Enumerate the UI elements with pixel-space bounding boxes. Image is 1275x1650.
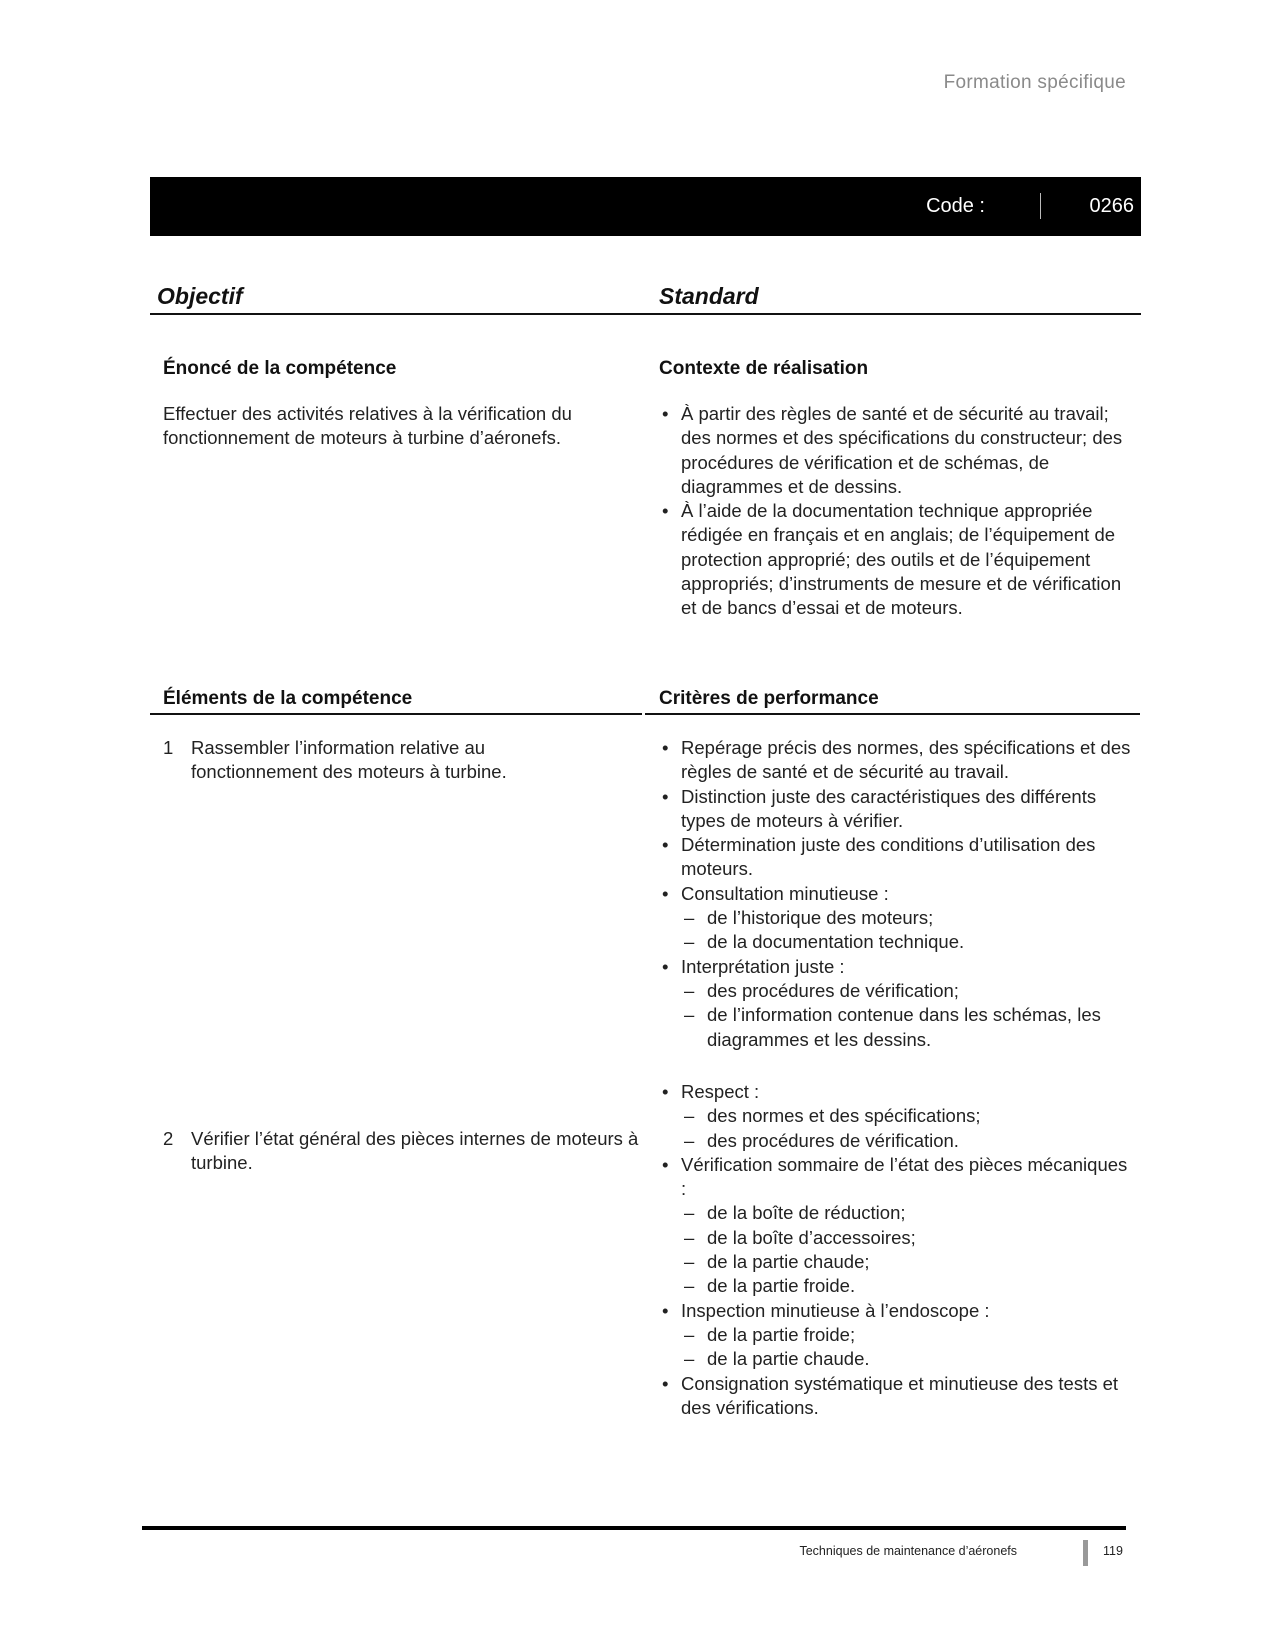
criteres-rule: [645, 713, 1140, 715]
section-header: Formation spécifique: [943, 72, 1126, 93]
criteria-list-1: [659, 736, 1134, 1052]
footer-title: Techniques de maintenance d’aéronefs: [799, 1544, 1017, 1558]
criterion-bullet: • Repérage précis des normes, des spécifications et des règles de santé et de sécurité au travail.: [659, 736, 1134, 785]
criterion-bullet: • Vérification sommaire de l’état des pièces mécaniques :: [659, 1153, 1129, 1202]
criterion-subitem: – de la partie froide;: [659, 1323, 1129, 1347]
element-text: Vérifier l’état général des pièces internes de moteurs à turbine.: [191, 1127, 639, 1173]
criterion-subitem: – des normes et des spécifications;: [659, 1104, 1129, 1128]
code-value: 0266: [1089, 195, 1134, 217]
enonce-heading: Énoncé de la compétence: [163, 358, 397, 379]
elements-heading: Éléments de la compétence: [163, 688, 413, 709]
criterion-subitem: – de la partie chaude;: [659, 1250, 1129, 1274]
elements-rule: [150, 713, 642, 715]
criterion-subitem: – de l’information contenue dans les schémas, les diagrammes et les dessins.: [659, 1003, 1134, 1052]
criterion-bullet: • Détermination juste des conditions d’utilisation des moteurs.: [659, 833, 1134, 882]
criteres-heading: Critères de performance: [659, 688, 879, 709]
criterion-subitem: – des procédures de vérification;: [659, 979, 1134, 1003]
element-1: [163, 736, 601, 785]
criterion-subitem: – de l’historique des moteurs;: [659, 906, 1134, 930]
footer-separator: [1083, 1540, 1088, 1566]
criterion-subitem: – de la partie chaude.: [659, 1347, 1129, 1371]
element-2: [163, 1127, 641, 1176]
element-number: 1: [163, 737, 174, 758]
heading-rule: [150, 313, 1141, 315]
contexte-bullet: • À partir des règles de santé et de sécurité au travail; des normes et des spécifications du constructeur; des procédures de vérification et de schémas, de diagrammes et de dessins.: [659, 402, 1129, 499]
criterion-bullet: • Consignation systématique et minutieuse des tests et des vérifications.: [659, 1372, 1129, 1421]
criterion-bullet: • Inspection minutieuse à l’endoscope :: [659, 1299, 1129, 1323]
standard-heading: Standard: [659, 283, 759, 309]
enonce-text: Effectuer des activités relatives à la vérification du fonctionnement de moteurs à turbine d’aéronefs.: [163, 403, 572, 449]
objectif-heading: Objectif: [157, 283, 243, 309]
code-bar: [150, 177, 1141, 236]
criterion-subitem: – de la boîte de réduction;: [659, 1201, 1129, 1225]
contexte-bullet: • À l’aide de la documentation technique appropriée rédigée en français et en anglais; de l’équipement de protection approprié; des outils et de l’équipement appropriés; d’instruments de mesure et de vérification et de bancs d’essai et de moteurs.: [659, 499, 1129, 620]
criteria-list-2: [659, 1080, 1129, 1420]
code-separator: [1040, 193, 1041, 219]
criterion-bullet: • Consultation minutieuse :: [659, 882, 1134, 906]
criterion-subitem: – de la boîte d’accessoires;: [659, 1226, 1129, 1250]
criterion-subitem: – des procédures de vérification.: [659, 1129, 1129, 1153]
criterion-subitem: – de la partie froide.: [659, 1274, 1129, 1298]
page-number: 119: [1103, 1544, 1123, 1558]
contexte-list: [659, 402, 1129, 621]
contexte-heading: Contexte de réalisation: [659, 358, 869, 379]
criterion-bullet: • Respect :: [659, 1080, 1129, 1104]
element-text: Rassembler l’information relative au fonctionnement des moteurs à turbine.: [191, 737, 507, 783]
footer-rule: [142, 1526, 1126, 1530]
code-label: Code :: [926, 195, 985, 217]
criterion-subitem: – de la documentation technique.: [659, 930, 1134, 954]
criterion-bullet: • Interprétation juste :: [659, 955, 1134, 979]
criterion-bullet: • Distinction juste des caractéristiques des différents types de moteurs à vérifier.: [659, 785, 1134, 834]
element-number: 2: [163, 1127, 174, 1149]
